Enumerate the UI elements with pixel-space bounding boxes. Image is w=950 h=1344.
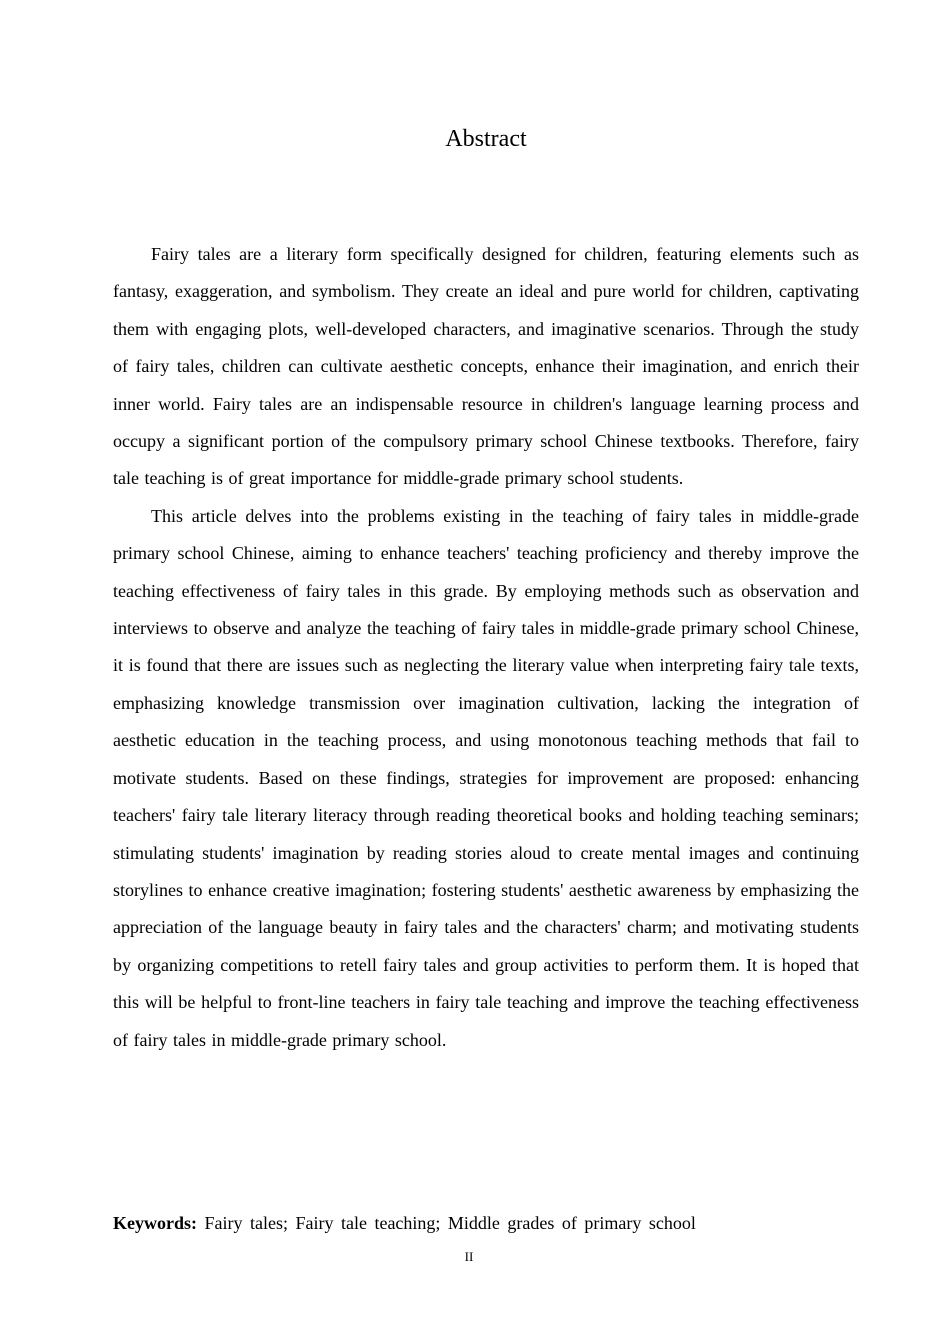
abstract-body <box>113 236 859 1059</box>
keywords-value: Fairy tales; Fairy tale teaching; Middle grades of primary school <box>204 1213 696 1233</box>
abstract-paragraph-1: Fairy tales are a literary form specifically designed for children, featuring elements such as fantasy, exaggeration, and symbolism. They create an ideal and pure world for children, captivating them with engaging plots, well-developed characters, and imaginative scenarios. Through the study of fairy tales, children can cultivate aesthetic concepts, enhance their imagination, and enrich their inner world. Fairy tales are an indispensable resource in children's language learning process and occupy a significant portion of the compulsory primary school Chinese textbooks. Therefore, fairy tale teaching is of great importance for middle-grade primary school students. <box>113 244 859 489</box>
page-number: II <box>464 1249 474 1264</box>
keywords-label: Keywords: <box>113 1213 197 1233</box>
abstract-paragraph-2: This article delves into the problems existing in the teaching of fairy tales in middle-grade primary school Chinese, aiming to enhance teachers' teaching proficiency and thereby improve the teaching effectiveness of fairy tales in this grade. By employing methods such as observation and interviews to observe and analyze the teaching of fairy tales in middle-grade primary school Chinese, it is found that there are issues such as neglecting the literary value when interpreting fairy tale texts, emphasizing knowledge transmission over imagination cultivation, lacking the integration of aesthetic education in the teaching process, and using monotonous teaching methods that fail to motivate students. Based on these findings, strategies for improvement are proposed: enhancing teachers' fairy tale literary literacy through reading theoretical books and holding teaching seminars; stimulating students' imagination by reading stories aloud to create mental images and continuing storylines to enhance creative imagination; fostering students' aesthetic awareness by emphasizing the appreciation of the language beauty in fairy tales and the characters' charm; and motivating students by organizing competitions to retell fairy tales and group activities to perform them. It is hoped that this will be helpful to front-line teachers in fairy tale teaching and improve the teaching effectiveness of fairy tales in middle-grade primary school. <box>113 505 859 1050</box>
keywords-line <box>113 1205 859 1242</box>
page-title: Abstract <box>445 126 527 152</box>
